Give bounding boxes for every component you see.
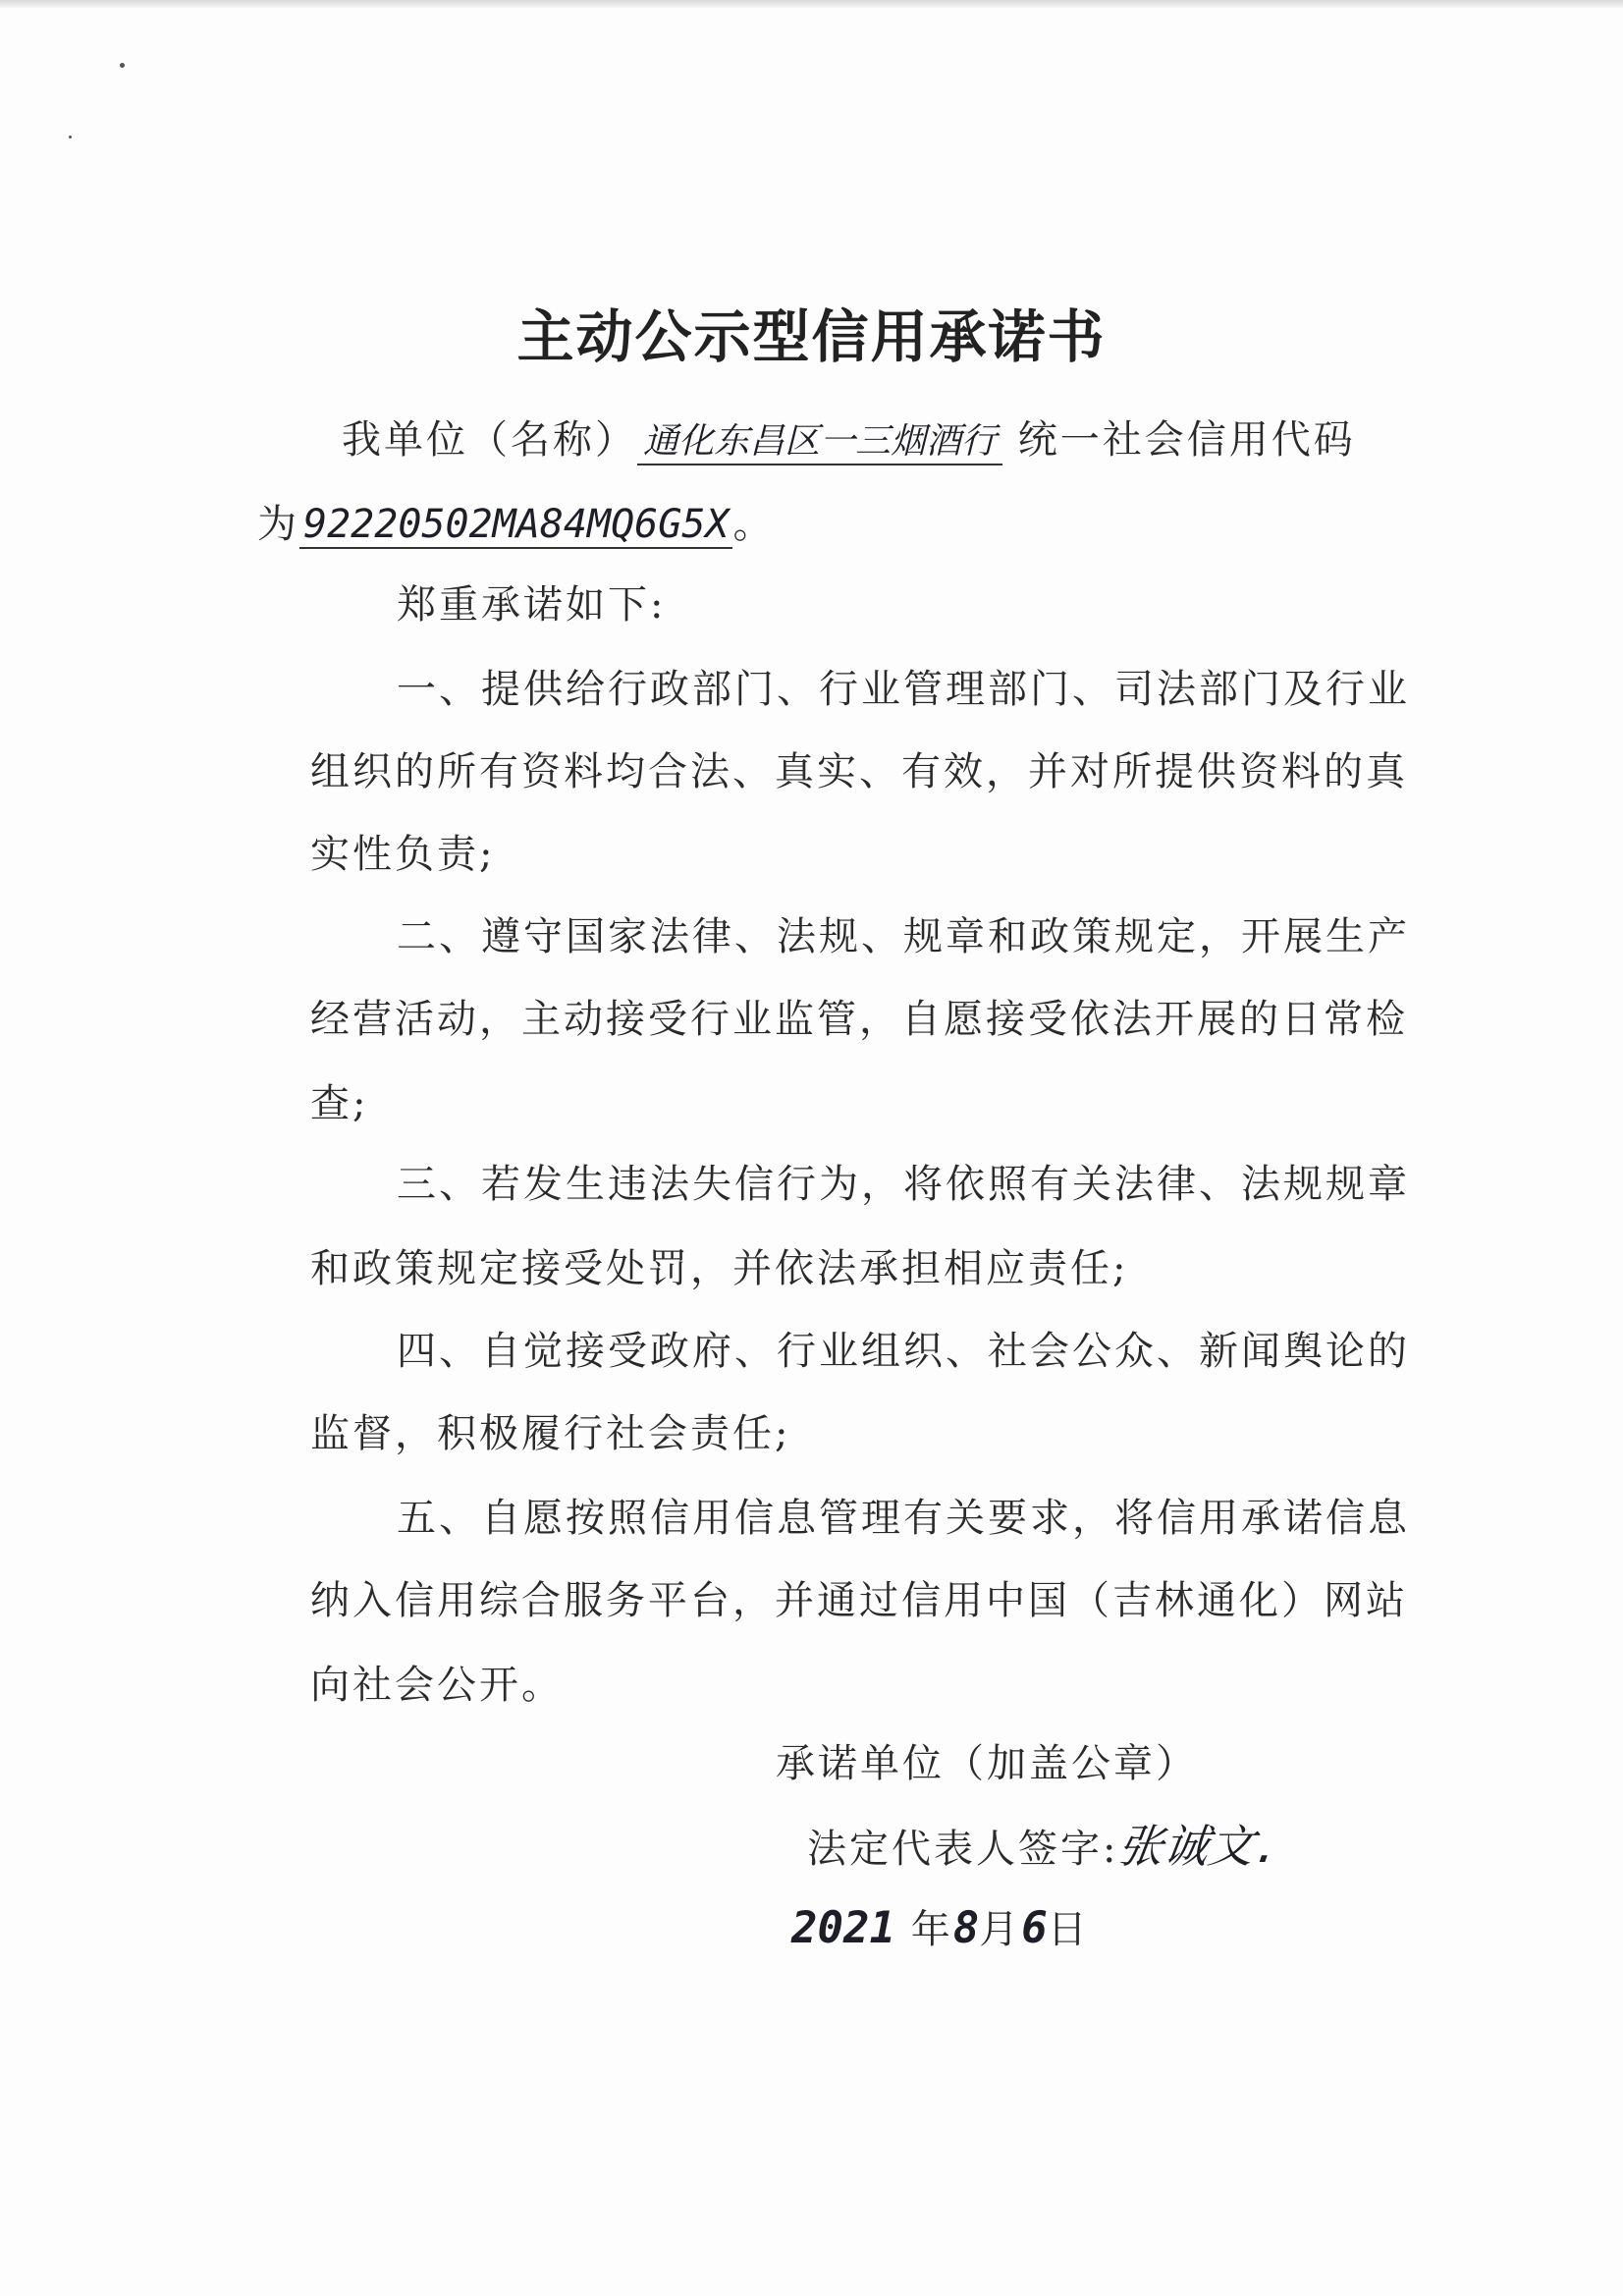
intro-line-1 — [342, 410, 1356, 469]
credit-code-handwritten: 92220502MA84MQ6G5X — [299, 502, 732, 549]
intro-middle: 统一社会信用代码 — [1017, 417, 1356, 463]
date-nian: 年 — [910, 1907, 953, 1952]
item-5-line-3: 向社会公开。 — [310, 1663, 564, 1708]
item-3-line-1: 三、若发生违法失信行为，将依照有关法律、法规规章 — [397, 1162, 1410, 1207]
scan-edge-shadow — [0, 0, 1623, 8]
intro-wei: 为 — [257, 502, 299, 547]
item-2-line-3: 查; — [310, 1081, 369, 1126]
legal-rep-label: 法定代表人签字: — [807, 1827, 1119, 1872]
item-2-line-2: 经营活动，主动接受行业监管，自愿接受依法开展的日常检 — [310, 997, 1408, 1042]
document-title: 主动公示型信用承诺书 — [516, 303, 1107, 370]
scan-speck — [69, 136, 72, 138]
unit-name-handwritten: 通化东昌区一三烟酒行 — [637, 420, 1002, 465]
commitment-unit-label: 承诺单位（加盖公章） — [776, 1741, 1198, 1786]
intro-prefix: 我单位（名称） — [342, 417, 637, 463]
date-year-handwritten: 2021 — [791, 1903, 895, 1953]
legal-rep-signature: 张诚文. — [1114, 1820, 1285, 1873]
date-yue: 月 — [979, 1907, 1022, 1952]
scan-speck — [120, 63, 125, 68]
date-line — [791, 1899, 1090, 1959]
item-5-line-1: 五、自愿按照信用信息管理有关要求，将信用承诺信息 — [397, 1496, 1410, 1541]
item-1-line-3: 实性负责; — [310, 832, 496, 877]
item-3-line-2: 和政策规定接受处罚，并依法承担相应责任; — [310, 1246, 1129, 1291]
item-1-line-1: 一、提供给行政部门、行业管理部门、司法部门及行业 — [397, 667, 1410, 712]
item-4-line-2: 监督，积极履行社会责任; — [310, 1411, 791, 1456]
item-2-line-1: 二、遵守国家法律、法规、规章和政策规定，开展生产 — [397, 914, 1410, 959]
pledge-heading: 郑重承诺如下: — [397, 582, 667, 628]
date-day-handwritten: 6 — [1021, 1903, 1048, 1953]
intro-line-2 — [257, 495, 775, 554]
date-month-handwritten: 8 — [952, 1903, 980, 1953]
item-1-line-2: 组织的所有资料均合法、真实、有效，并对所提供资料的真 — [310, 749, 1408, 794]
item-4-line-1: 四、自觉接受政府、行业组织、社会公众、新闻舆论的 — [397, 1329, 1410, 1374]
legal-rep-line — [807, 1817, 1285, 1879]
item-5-line-2: 纳入信用综合服务平台，并通过信用中国（吉林通化）网站 — [310, 1578, 1408, 1623]
intro-end: 。 — [732, 502, 776, 547]
date-ri: 日 — [1047, 1907, 1090, 1952]
